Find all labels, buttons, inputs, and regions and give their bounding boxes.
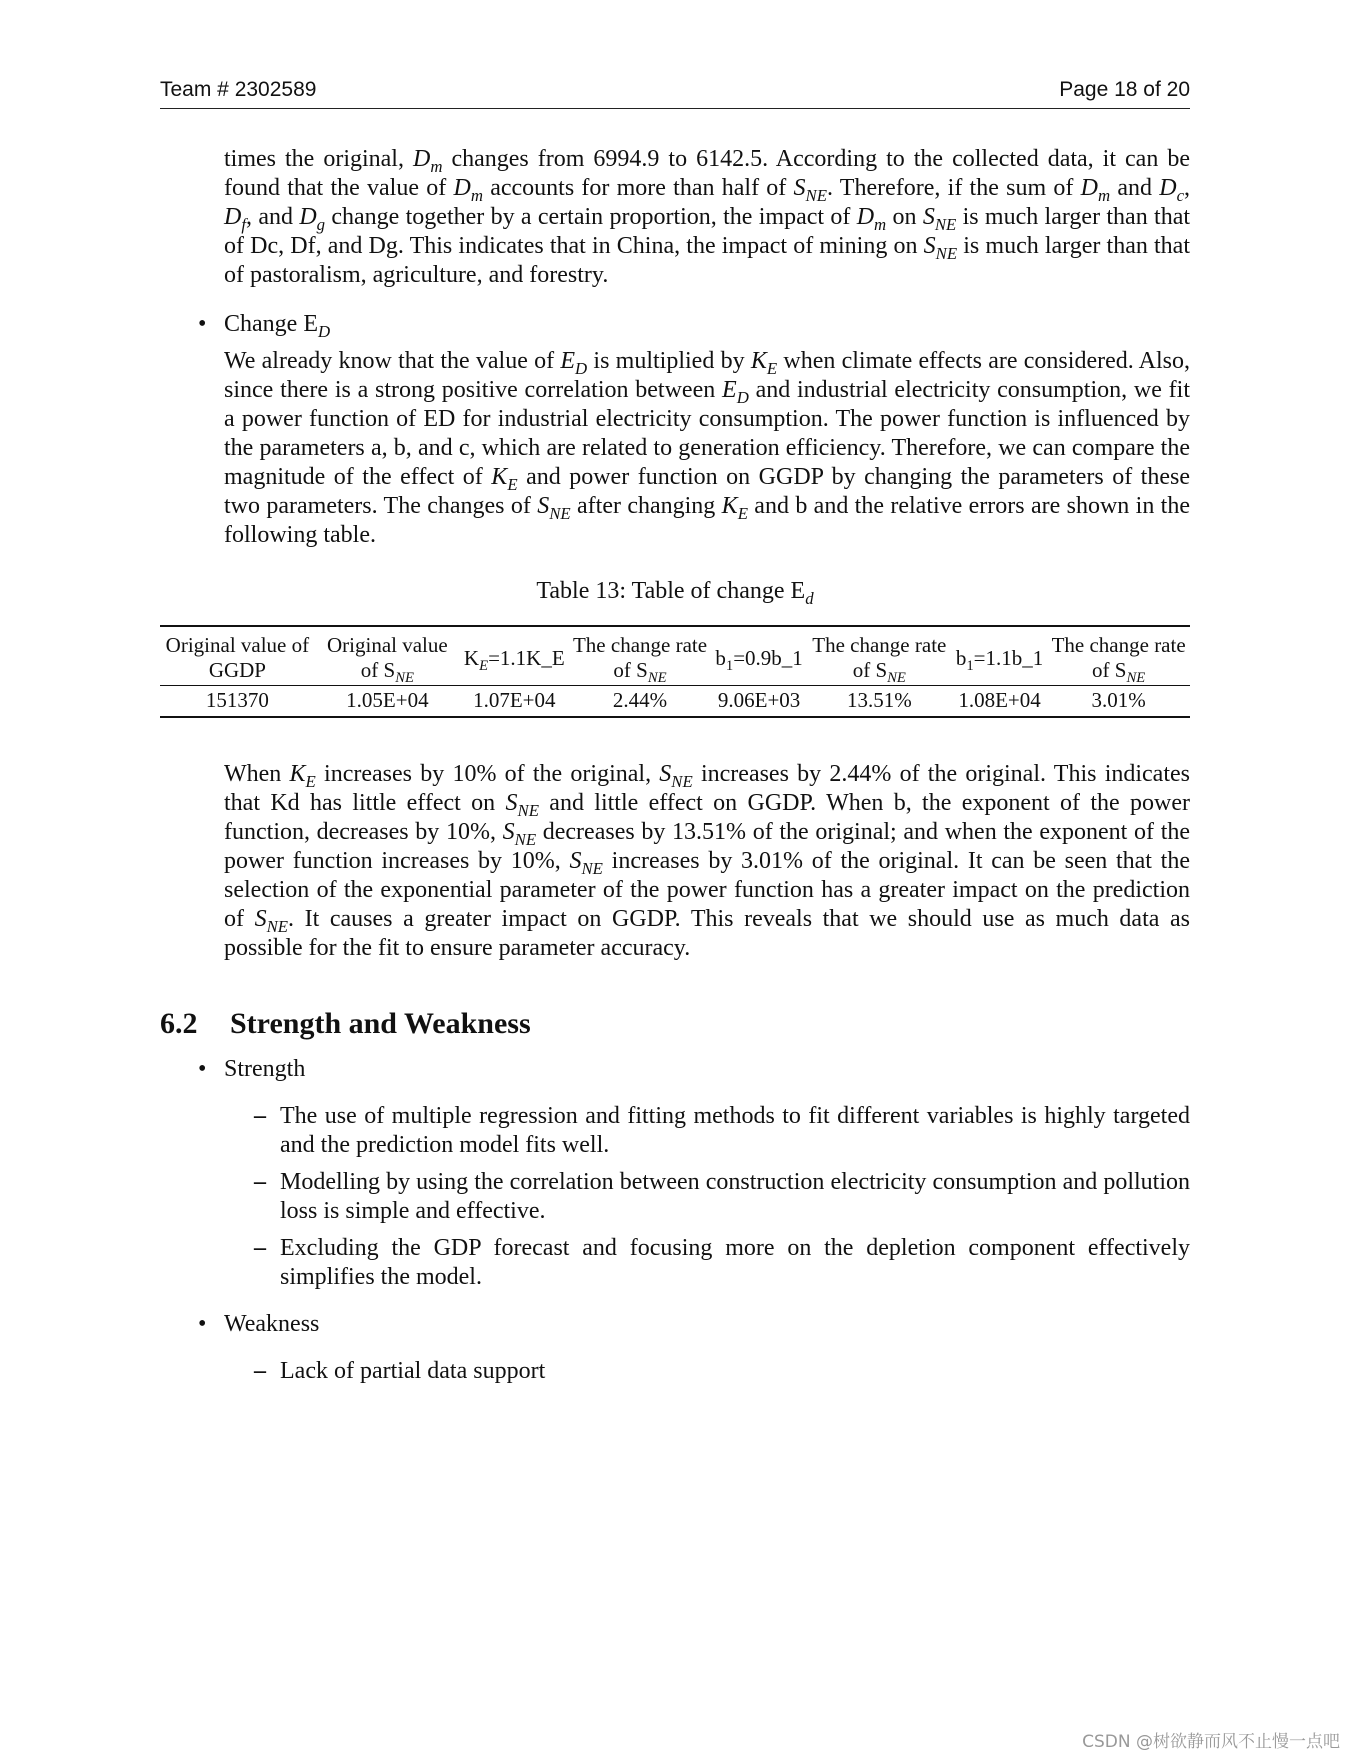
table-cell: 9.06E+03 [717,688,801,712]
table-cell: 151370 [205,688,269,712]
table-header-cell: Original value of $S_{NE}$ [327,633,448,687]
table-cell: 2.44% [612,688,668,712]
table-header-cell: The change rate of $S_{NE}$ [812,633,947,687]
weakness-item [254,1357,1190,1386]
table-header-row [160,626,1190,686]
bullet-dot: • [198,1311,207,1337]
team-number: Team # 2302589 [160,78,317,101]
bullet-change-ed [198,310,1190,341]
strength-item-text: Excluding the GDP forecast and focusing more on the depletion component effectively simplifies the model. [280,1235,1190,1290]
strength-item-text: The use of multiple regression and fitting methods to fit different variables is highly targeted and the prediction model fits well. [280,1103,1190,1158]
dash-marker: – [254,1235,266,1261]
table-header-cell: The change rate of $S_{NE}$ [572,633,708,687]
table-change-ed [160,625,1190,718]
paragraph-ke-results: When $K_E$ increases by 10% of the original, $S_{NE}$ increases by 2.44% of the original. This indicates that Kd has little effect on $S_{NE}$ and little effect on GGDP. When b, the exponent of the power function, decreases by 10%, $S_{NE}$ decreases by 13.51% of the original; and when the exponent of the power function increases by 10%, $S_{NE}$ increases by 3.01% of the original. It can be seen that the selection of the exponential parameter of the power function has a greater impact on the prediction of $S_{NE}$. It causes a greater impact on GGDP. This reveals that we should use as much data as possible for the fit to ensure parameter accuracy. [224,761,1191,961]
bullet-strength [198,1055,1190,1084]
table-header-cell: Original value of GGDP [165,633,310,682]
bullet-dot: • [198,311,207,337]
dash-marker: – [254,1169,266,1195]
dash-marker: – [254,1103,266,1129]
strength-item [254,1168,1190,1226]
page-number: Page 18 of 20 [1059,78,1190,101]
paragraph-ed-explanation: We already know that the value of $E_D$ is multiplied by $K_E$ when climate effects are considered. Also, since there is a strong positive correlation between $E_D$ and industrial electricity consumption, we fit a power function of ED for industrial electricity consumption. The power function is influenced by the parameters a, b, and c, which are related to generation efficiency. Therefore, we can compare the magnitude of the effect of $K_E$ and power function on GGDP by changing the parameters of these two parameters. The changes of $S_{NE}$ after changing $K_E$ and b and the relative errors are shown in the following table. [224,348,1191,548]
paragraph-dm-changes: times the original, $D_m$ changes from 6994.9 to 6142.5. According to the collected data, it can be found that the value of $D_m$ accounts for more than half of $S_{NE}$. Therefore, if the sum of $D_m$ and $D_c$, $D_f$, and $D_g$ change together by a certain proportion, the impact of $D_m$ on $S_{NE}$ is much larger than that of Dc, Df, and Dg. This indicates that in China, the impact of mining on $S_{NE}$ is much larger than that of pastoralism, agriculture, and forestry. [224,146,1191,288]
table-header-cell: The change rate of $S_{NE}$ [1051,633,1186,687]
table-row [160,686,1190,718]
watermark: CSDN @树欲静而风不止慢一点吧 [1082,1732,1340,1752]
table-header-cell: $b_1=1.1b\_1$ [955,645,1044,674]
table-cell: 1.08E+04 [958,688,1041,712]
section-title: Strength and Weakness [230,1007,531,1040]
table-cell: 3.01% [1091,688,1146,712]
strength-item [254,1234,1190,1292]
bullet-weakness [198,1310,1190,1339]
strength-item-text: Modelling by using the correlation between construction electricity consumption and pollution loss is simple and effective. [280,1169,1190,1224]
table-cell: 13.51% [846,688,912,712]
weakness-item-text: Lack of partial data support [280,1358,546,1384]
weakness-label: Weakness [224,1311,320,1337]
page-header [160,78,1190,109]
bullet-label: Change $E_D$ [224,311,331,341]
bullet-dot: • [198,1056,207,1082]
table-caption: Table 13: Table of change $E_d$ [536,578,814,608]
table-cell: 1.05E+04 [346,688,429,712]
main-content [160,146,1191,1394]
weakness-list [160,1357,1190,1386]
dash-marker: – [254,1358,266,1384]
section-heading [160,1007,1190,1041]
strength-label: Strength [224,1056,306,1082]
table-header-cell: $K_E=1.1K\_E$ [463,645,565,674]
section-number: 6.2 [160,1007,198,1040]
table-header-cell: $b_1=0.9b\_1$ [715,645,803,674]
table-cell: 1.07E+04 [473,688,556,712]
strength-list [160,1102,1190,1292]
strength-item [254,1102,1190,1160]
table-body [160,686,1190,718]
